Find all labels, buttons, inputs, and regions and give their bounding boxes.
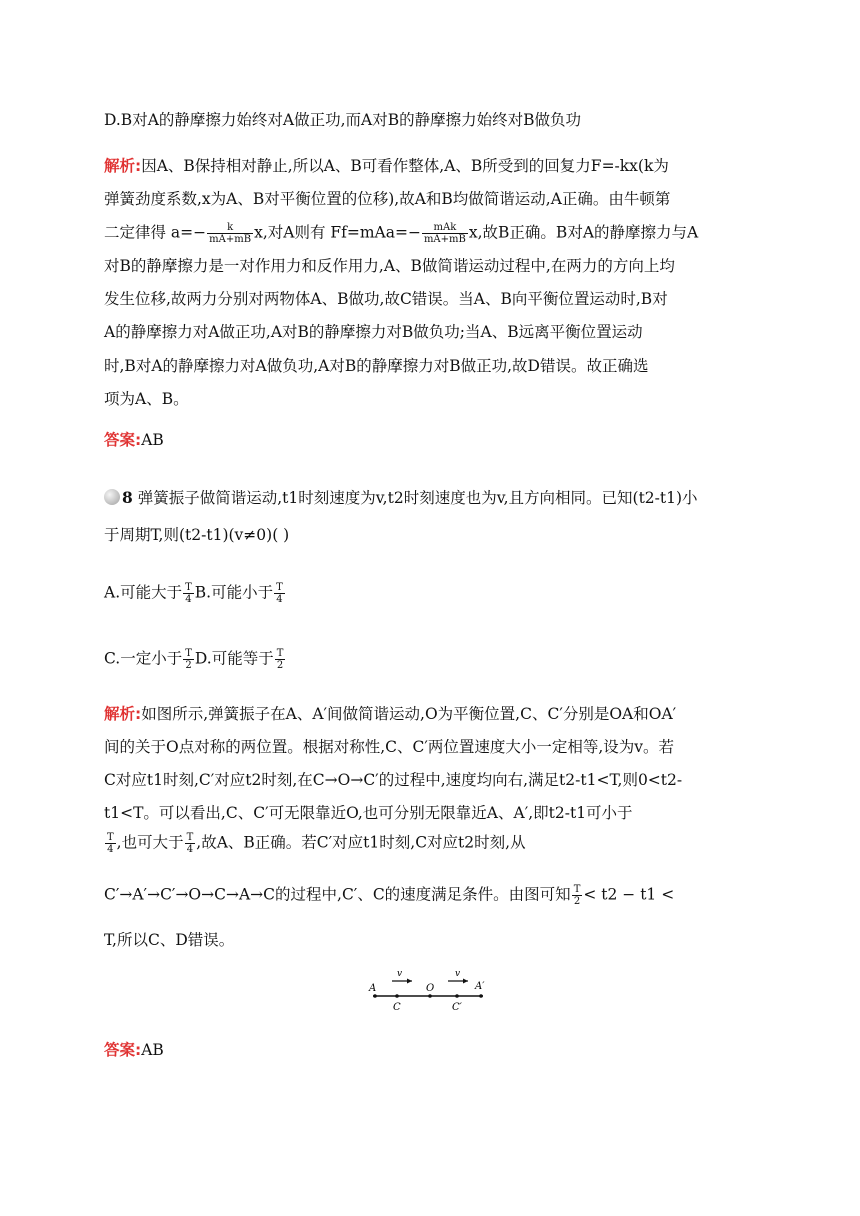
velocity-arrowhead-left <box>407 979 412 984</box>
analysis2-line-5: $\frac{T}{4}$ ,也可大于 $\frac{T}{4}$ ,故A、B正确。若C′对应t1时刻,C对应t2时刻,从 <box>107 832 526 855</box>
question-8-line-1: 8 弹簧振子做简谐运动,t1时刻速度为v,t2时刻速度也为v,且方向相同。已知(t2-t1)小 <box>104 488 698 508</box>
point-o <box>428 994 432 998</box>
analysis2-line-1: 解析:如图所示,弹簧振子在A、A′间做简谐运动,O为平衡位置,C、C′分别是OA和OA′ <box>104 705 677 723</box>
label-a: A <box>369 983 377 994</box>
label-v-right: v <box>455 969 461 979</box>
analysis-line-7: 时,B对A的静摩擦力对A做负功,A对B的静摩擦力对B做正功,故D错误。故正确选 <box>104 357 649 375</box>
fraction-t4: $\frac{T}{4}$ <box>185 582 192 605</box>
point-c <box>395 994 399 998</box>
analysis-line-6: A的静摩擦力对A做正功,A对B的静摩擦力对B做负功;当A、B远离平衡位置运动 <box>104 323 643 341</box>
analysis-line-8: 项为A、B。 <box>104 390 189 408</box>
velocity-arrowhead-right <box>463 979 468 984</box>
fraction-k: $\frac{k}{mA+mB}$ <box>209 222 252 245</box>
analysis2-line-3: C对应t1时刻,C′对应t2时刻,在C→O→C′的过程中,速度均向右,满足t2-t1<T,则0<t2- <box>104 771 683 789</box>
fraction-t2: $\frac{T}{2}$ <box>573 884 581 907</box>
fraction-t2: $\frac{T}{2}$ <box>276 648 284 671</box>
fraction-t4: $\frac{T}{4}$ <box>107 832 114 855</box>
point-a <box>373 994 377 998</box>
fraction-t2: $\frac{T}{2}$ <box>185 648 192 671</box>
analysis-line-1: 解析:因A、B保持相对静止,所以A、B可看作整体,A、B所受到的回复力F=-kx(k为 <box>104 157 669 175</box>
oscillation-figure <box>365 966 500 1016</box>
options-ab: A.可能大于 $\frac{T}{4}$ B.可能小于 $\frac{T}{4}$ <box>104 582 283 605</box>
question-8-line-2: 于周期T,则(t2-t1)(v≠0)( ) <box>104 526 290 544</box>
analysis-line-3: 二定律得 a=− $\frac{k}{mA+mB}$ x,对A则有 Ff=mAa=− $\frac{\text{mAk}}{mA+mB}$ x,故B正确。B对A的静摩擦力与A <box>104 222 699 245</box>
analysis2-line-2: 间的关于O点对称的两位置。根据对称性,C、C′两位置速度大小一定相等,设为v。若 <box>104 738 675 756</box>
point-c-prime <box>455 994 459 998</box>
question-bullet-icon <box>104 489 120 505</box>
analysis2-line-6: C′→A′→C′→O→C→A→C的过程中,C′、C的速度满足条件。由图可知 $\frac{T}{2}$ < t2 − t1 < <box>104 884 675 907</box>
label-a-prime: A′ <box>475 981 485 992</box>
answer-1: 答案:AB <box>104 431 164 449</box>
analysis-label: 解析: <box>104 157 142 175</box>
label-c-prime: C′ <box>452 1002 462 1013</box>
point-a-prime <box>479 994 483 998</box>
label-c: C <box>393 1002 401 1013</box>
fraction-t4: $\frac{T}{4}$ <box>276 582 283 605</box>
analysis-line-4: 对B的静摩擦力是一对作用力和反作用力,A、B做简谐运动过程中,在两力的方向上均 <box>104 257 675 275</box>
analysis-line-2: 弹簧劲度系数,x为A、B对平衡位置的位移),故A和B均做简谐运动,A正确。由牛顿第 <box>104 190 671 208</box>
analysis2-line-7: T,所以C、D错误。 <box>104 931 235 949</box>
label-v-left: v <box>397 969 403 979</box>
answer-2: 答案:AB <box>104 1041 164 1059</box>
label-o: O <box>426 983 435 994</box>
fraction-mak: $\frac{\text{mAk}}{mA+mB}$ <box>423 222 466 245</box>
analysis2-line-4: t1<T。可以看出,C、C′可无限靠近O,也可分别无限靠近A、A′,即t2-t1可小于 <box>104 804 633 822</box>
analysis-line-5: 发生位移,故两力分别对两物体A、B做功,故C错误。当A、B向平衡位置运动时,B对 <box>104 290 668 308</box>
options-cd: C.一定小于 $\frac{T}{2}$ D.可能等于 $\frac{T}{2}$ <box>104 648 284 671</box>
fraction-t4: $\frac{T}{4}$ <box>186 832 194 855</box>
option-d-previous: D.B对A的静摩擦力始终对A做正功,而A对B的静摩擦力始终对B做负功 <box>104 111 581 129</box>
